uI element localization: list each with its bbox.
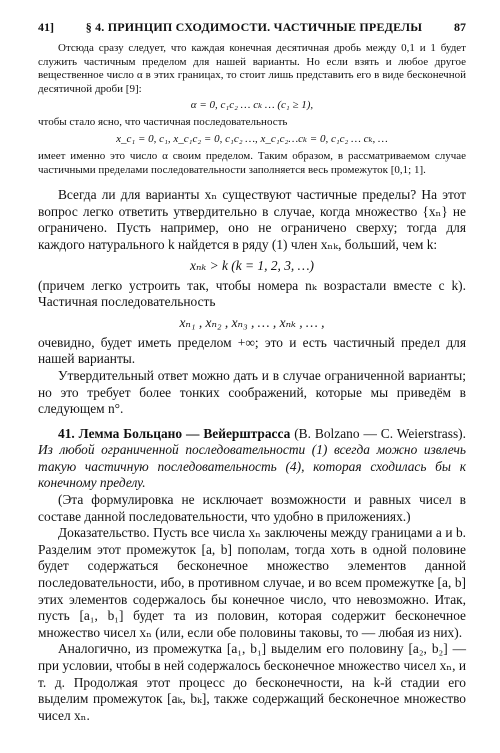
paragraph-small-1: Отсюда сразу следует, что каждая конечная десятичная дробь между 0,1 и 1 будет служить частичным пределом для нашей варианты. Но если взять и любое другое вещественное число α в этих границах, то стоит лишь представить его в виде бесконечной десятичной дроби [9]:: [38, 42, 466, 95]
paragraph-indices-increase: (причем легко устроить так, чтобы номера nₖ возрастали вместе с k). Частичная последовательность: [38, 277, 466, 310]
paragraph-small-2: чтобы стало ясно, что частичная последовательность: [38, 116, 288, 129]
formula-partial-sequence: x_c₁ = 0, c₁, x_c₁c₂ = 0, c₁c₂ …, x_c₁c₂…cₖ = 0, c₁c₂ … cₖ, …: [116, 132, 388, 145]
paragraph-partial-limits: Всегда ли для варианты xₙ существуют частичные пределы? На этот вопрос легко ответить утвердительно в случае, когда множество {xₙ} не ограничено. Пусть например, оно не ограничено сверху; тогда для каждого натурального k найдется в ряду (1) член xₙₖ, больший, чем k:: [38, 187, 466, 252]
paragraph-proof: Доказательство. Пусть все числа xₙ заключены между границами a и b. Разделим этот промежуток [a, b] пополам, тогда хоть в одной половине будет содержаться бесконечное множество элементов данной последовательности, ибо, в противном случае, и во всем промежутке [a, b] этих элементов содержалось бы конечное число, что невозможно. Итак, пусть [a₁, b₁] будет та из половин, которая содержит бесконечное множество чисел xₙ (или, если обе половины таковы, то — любая из них).: [38, 525, 466, 640]
lemma-body: Из любой ограниченной последовательности (1) всегда можно извлечь такую частичную последовательность (4), которая сходилась бы к конечному пределу.: [38, 442, 466, 491]
paragraph-small-3: имеет именно это число α своим пределом. Таким образом, в рассматриваемом случае частичными пределами последовательности заполняется весь промежуток [0,1; 1].: [38, 149, 466, 176]
paragraph-infinite-limit: очевидно, будет иметь пределом +∞; это и есть частичный предел для нашей варианты.: [38, 334, 466, 367]
paragraph-remark: (Эта формулировка не исключает возможности и равных чисел в составе данной последовательности, что удобно в приложениях.): [38, 492, 466, 524]
formula-subsequence: xₙ₁ , xₙ₂ , xₙ₃ , … , xₙₖ , … ,: [179, 314, 325, 330]
header-title: § 4. ПРИНЦИП СХОДИМОСТИ. ЧАСТИЧНЫЕ ПРЕДЕЛЫ: [85, 20, 423, 34]
header-section-number: 41]: [38, 20, 54, 34]
paragraph-bisection: Аналогично, из промежутка [a₁, b₁] выделим его половину [a₂, b₂] — при условии, чтобы в ней содержалось бесконечное множество чисел xₙ, и т. д. Продолжая этот процесс до бесконечности, на k-й стадии его выделим промежуток [aₖ, bₖ], также содержащий бесконечное множество чисел xₙ.: [38, 641, 466, 723]
lemma-heading: 41. Лемма Больцано — Вейерштрасса: [58, 425, 291, 441]
lemma-statement: [38, 426, 466, 492]
formula-alpha: α = 0, c₁c₂ … cₖ … (c₁ ≥ 1),: [190, 99, 314, 112]
formula-x-nk-gt-k: xₙₖ > k (k = 1, 2, 3, …): [190, 257, 314, 273]
lemma-authors: (B. Bolzano — C. Weierstrass).: [290, 425, 466, 441]
small-print-block: [38, 42, 466, 177]
paragraph-bounded-case: Утвердительный ответ можно дать и в случае ограниченной варианты; но это требует более тонких соображений, которые мы приведём в следующем n°.: [38, 367, 466, 417]
header-page-number: 87: [454, 20, 466, 34]
main-text-block: [38, 187, 466, 724]
running-header: [38, 20, 466, 36]
